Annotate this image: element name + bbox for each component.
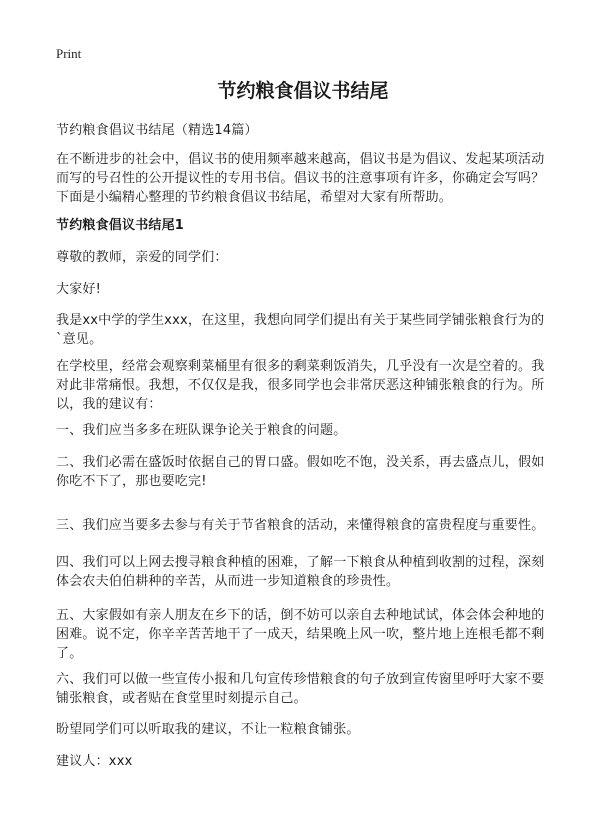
- page-title: 节约粮食倡议书结尾: [217, 80, 389, 102]
- greeting-paragraph: 尊敬的教师，亲爱的同学们：: [56, 250, 228, 265]
- intro-paragraph: 在不断进步的社会中，倡议书的使用频率越来越高，倡议书是为倡议、发起某项活动而写的号召性的公开提议性的专用书信。倡议书的注意事项有许多，你确定会写吗？下面是小编精心整理的节约粮食倡议书结尾，希望对大家有所帮助。: [56, 152, 545, 205]
- suggestion-item: 五、大家假如有亲人朋友在乡下的话，倒不妨可以亲自去种地试试，体会体会种地的困难。说不定，你辛辛苦苦地干了一成天，结果晚上风一吹，整片地上连根毛都不剩了。: [56, 608, 545, 661]
- hello-paragraph: 大家好!: [56, 282, 102, 297]
- suggestion-item: 三、我们应当要多去参与有关于节省粮食的活动，来懂得粮食的富贵程度与重要性。: [56, 518, 545, 533]
- suggestion-item: 四、我们可以上网去搜寻粮食种植的困难，了解一下粮食从种植到收割的过程，深刻体会农夫伯伯耕种的辛苦，从而进一步知道粮食的珍贵性。: [56, 555, 545, 589]
- suggestion-item: 二、我们必需在盛饭时依据自己的胃口盛。假如吃不饱，没关系，再去盛点儿，假如你吃不下了，那也要吃完!: [56, 455, 545, 489]
- closing-paragraph: 盼望同学们可以听取我的建议，不让一粒粮食铺张。: [56, 722, 360, 737]
- suggestion-item: 一、我们应当多多在班队课争论关于粮食的问题。: [56, 423, 347, 438]
- print-link[interactable]: Print: [56, 46, 82, 61]
- body-paragraph: 我是xx中学的学生xxx，在这里，我想向同学们提出有关于某些同学铺张粮食行为的`意见。: [56, 313, 545, 347]
- body-paragraph: 在学校里，经常会观察剩菜桶里有很多的剩菜剩饭消失，几乎没有一次是空着的。我对此非常痛恨。我想，不仅仅是我，很多同学也会非常厌恶这种铺张粮食的行为。所以，我的建议有：: [56, 359, 545, 412]
- signature-line: 建议人：xxx: [56, 754, 133, 769]
- suggestion-item: 六、我们可以做一些宣传小报和几句宣传珍惜粮食的句子放到宣传窗里呼吁大家不要铺张粮食，或者贴在食堂里时刻提示自己。: [56, 672, 545, 706]
- section-heading: 节约粮食倡议书结尾1: [56, 218, 185, 233]
- document-subtitle: 节约粮食倡议书结尾（精选14篇）: [56, 123, 258, 138]
